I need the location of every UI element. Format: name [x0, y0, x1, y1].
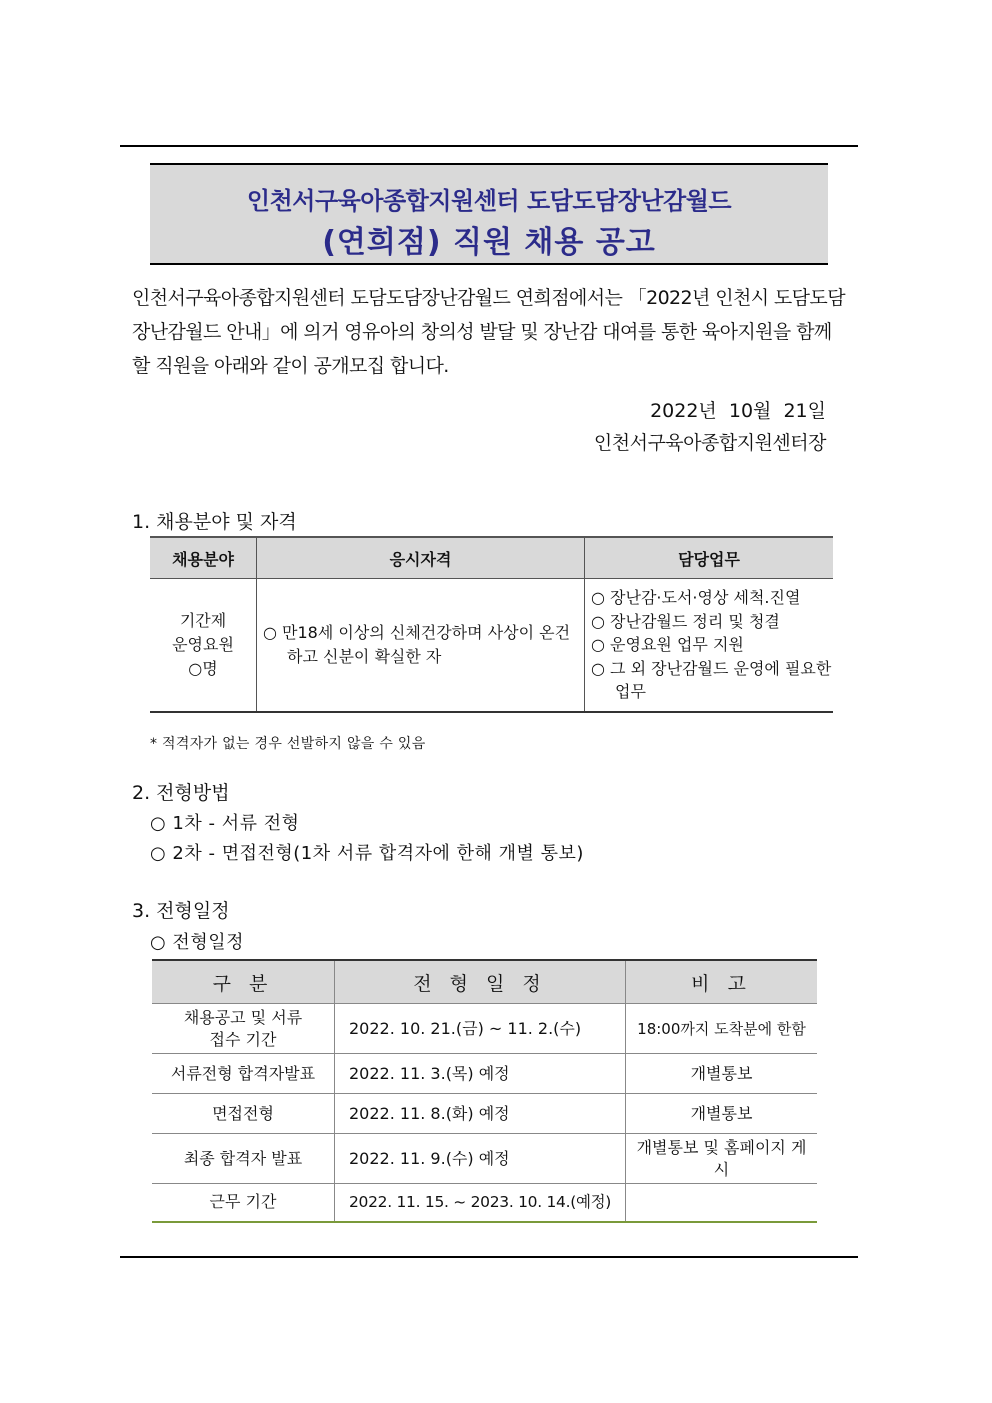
category-cell: 근무 기간	[152, 1184, 335, 1222]
bottom-rule	[120, 1256, 858, 1258]
table-header-row	[152, 960, 817, 1004]
table-row	[152, 1094, 817, 1134]
section-3-heading: 3. 전형일정	[132, 900, 230, 922]
schedule-cell: 2022. 11. 15. ~ 2023. 10. 14.(예정)	[335, 1184, 626, 1222]
selection-step: ○ 1차 - 서류 전형	[150, 813, 300, 834]
duty-item: ○ 운영요원 업무 지원	[591, 635, 744, 655]
section-2-heading: 2. 전형방법	[132, 782, 230, 804]
note-cell: 18:00까지 도착분에 한함	[626, 1004, 818, 1054]
category-cell: 서류전형 합격자발표	[152, 1054, 335, 1094]
title-line-2: (연희점) 직원 채용 공고	[322, 225, 656, 260]
table-row	[152, 1134, 817, 1184]
table-row	[152, 1184, 817, 1222]
field-line: ○명	[188, 659, 218, 678]
announcement-date: 2022년 10월 21일	[650, 400, 826, 422]
schedule-cell: 2022. 11. 3.(목) 예정	[335, 1054, 626, 1094]
field-line: 기간제	[179, 611, 227, 630]
duty-item: ○ 장난감·도서·영상 세척.진열	[591, 588, 801, 608]
schedule-cell: 2022. 10. 21.(금) ~ 11. 2.(수)	[335, 1004, 626, 1054]
schedule-cell: 2022. 11. 8.(화) 예정	[335, 1094, 626, 1134]
title-box	[150, 163, 828, 265]
selection-step: ○ 2차 - 면접전형(1차 서류 합격자에 한해 개별 통보)	[150, 843, 584, 864]
section-1-note: * 적격자가 없는 경우 선발하지 않을 수 있음	[150, 736, 426, 752]
signature: 인천서구육아종합지원센터장	[593, 432, 826, 454]
header-duties: 담당업무	[585, 537, 834, 579]
table-row	[152, 1054, 817, 1094]
title-line-1: 인천서구육아종합지원센터 도담도담장난감월드	[246, 187, 732, 215]
header-note: 비 고	[626, 960, 818, 1004]
category-text: 채용공고 및 서류접수 기간	[183, 1007, 303, 1049]
note-cell: 개별통보	[626, 1054, 818, 1094]
category-cell: 최종 합격자 발표	[152, 1134, 335, 1184]
section-1-heading: 1. 채용분야 및 자격	[132, 511, 297, 533]
header-schedule: 전 형 일 정	[335, 960, 626, 1004]
table-row	[152, 1004, 817, 1054]
schedule-cell: 2022. 11. 9.(수) 예정	[335, 1134, 626, 1184]
note-cell	[626, 1184, 818, 1222]
category-cell	[152, 1004, 335, 1054]
note-cell: 개별통보	[626, 1094, 818, 1134]
field-line: 운영요원	[172, 635, 234, 654]
field-cell	[150, 579, 257, 713]
header-field: 채용분야	[150, 537, 257, 579]
note-cell	[626, 1134, 818, 1184]
qualification-text: ○ 만18세 이상의 신체건강하며 사상이 온건하고 신분이 확실한 자	[263, 623, 571, 666]
duty-item: ○ 장난감월드 정리 및 청결	[591, 611, 780, 631]
duties-cell	[585, 579, 834, 713]
duty-item: ○ 그 외 장난감월드 운영에 필요한 업무	[591, 658, 832, 702]
note-text: 개별통보 및 홈페이지 게시	[636, 1137, 807, 1179]
table-header-row	[150, 537, 833, 579]
schedule-table	[152, 959, 817, 1223]
qualification-cell	[257, 579, 585, 713]
intro-paragraph: 인천서구육아종합지원센터 도담도담장난감월드 연희점에서는 「2022년 인천시 도담도담장난감월드 안내」에 의거 영유아의 창의성 발달 및 장난감 대여를 통한 육아지원을 함께 할 직원을 아래와 같이 공개모집 합니다.	[132, 287, 845, 377]
table-row	[150, 579, 833, 713]
header-qualification: 응시자격	[257, 537, 585, 579]
top-rule	[120, 145, 858, 147]
schedule-subheading: ○ 전형일정	[150, 932, 244, 953]
category-cell: 면접전형	[152, 1094, 335, 1134]
header-category: 구 분	[152, 960, 335, 1004]
recruitment-table	[150, 536, 833, 713]
